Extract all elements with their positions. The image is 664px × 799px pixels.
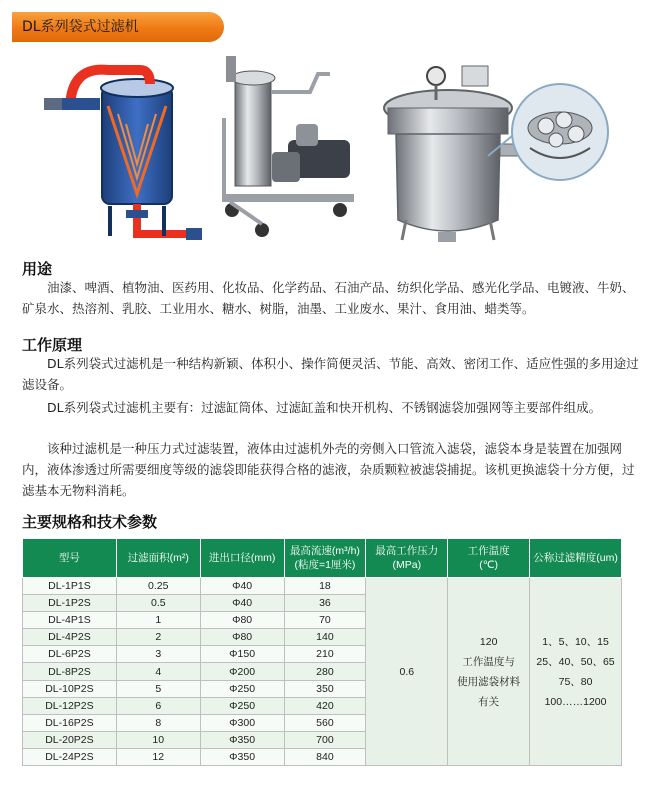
principle-paragraph-1: DL系列袋式过滤机是一种结构新颖、体积小、操作简便灵活、节能、高效、密闭工作、适应性强的多用途过滤设备。 — [22, 356, 639, 392]
filter-cutaway-diagram — [44, 70, 202, 240]
cell-temp-line: 使用滤袋材料 — [457, 675, 521, 688]
stainless-vessel — [384, 66, 520, 242]
header-flow — [284, 539, 366, 578]
spec-table — [22, 538, 622, 766]
cell-model: DL-8P2S — [23, 663, 117, 680]
cell-flow: 420 — [284, 697, 366, 714]
cell-flow: 140 — [284, 629, 366, 646]
cell-model: DL-1P1S — [23, 578, 117, 595]
cell-temp-line: 工作温度与 — [462, 655, 515, 668]
header-flow-line1: 最高流速(m³/h) — [289, 545, 360, 557]
header-temp-line1: 工作温度 — [467, 545, 510, 557]
header-temp — [448, 539, 530, 578]
cell-port: Φ300 — [200, 714, 284, 731]
principle-heading: 工作原理 — [22, 336, 83, 354]
header-precision: 公称过滤精度(um) — [530, 539, 622, 578]
cell-precision-line: 25、40、50、65 — [536, 655, 615, 668]
cell-area: 1 — [116, 612, 200, 629]
cell-model: DL-6P2S — [23, 646, 117, 663]
header-title-bar — [12, 12, 224, 42]
cell-model: DL-24P2S — [23, 748, 117, 765]
cell-flow: 840 — [284, 748, 366, 765]
cell-model: DL-12P2S — [23, 697, 117, 714]
cell-model: DL-1P2S — [23, 595, 117, 612]
cell-area: 2 — [116, 629, 200, 646]
cell-precision-line: 1、5、10、15 — [542, 635, 609, 648]
cell-model: DL-20P2S — [23, 731, 117, 748]
header-area: 过滤面积(m²) — [116, 539, 200, 578]
cell-port: Φ250 — [200, 680, 284, 697]
table-row — [23, 578, 622, 595]
cell-temp-line: 120 — [479, 635, 498, 648]
spec-heading: 主要规格和技术参数 — [22, 513, 158, 531]
header-model: 型号 — [23, 539, 117, 578]
cell-flow: 70 — [284, 612, 366, 629]
use-heading: 用途 — [22, 260, 53, 278]
cell-port: Φ40 — [200, 578, 284, 595]
cell-area: 5 — [116, 680, 200, 697]
cell-area: 3 — [116, 646, 200, 663]
cell-model: DL-4P2S — [23, 629, 117, 646]
header-pressure-line2: (MPa) — [392, 559, 422, 571]
cell-model: DL-10P2S — [23, 680, 117, 697]
cell-port: Φ350 — [200, 748, 284, 765]
cell-area: 0.5 — [116, 595, 200, 612]
cell-temp-line: 有关 — [478, 695, 500, 708]
cell-flow: 18 — [284, 578, 366, 595]
principle-paragraph-3: 该种过滤机是一种压力式过滤装置，液体由过滤机外壳的旁侧入口管流入滤袋，滤袋本身是装置在加强网内，液体渗透过所需要细度等级的滤袋即能获得合格的滤液，杂质颗粒被滤袋捕捉。该机更换滤袋十分方便，过滤基本无物料消耗。 — [22, 441, 635, 498]
cell-port: Φ200 — [200, 663, 284, 680]
cell-port: Φ80 — [200, 612, 284, 629]
cell-port: Φ350 — [200, 731, 284, 748]
cell-port: Φ80 — [200, 629, 284, 646]
cell-area: 12 — [116, 748, 200, 765]
use-text: 油漆、啤酒、植物油、医药用、化妆品、化学药品、石油产品、纺织化学品、感光化学品、电镀液、牛奶、矿泉水、热溶剂、乳胶、工业用水、糖水、树脂，油墨、工业废水、果汁、食用油、蜡类等。 — [22, 280, 635, 316]
cell-area: 8 — [116, 714, 200, 731]
header-port: 进出口径(mm) — [200, 539, 284, 578]
page-title: DL系列袋式过滤机 — [22, 19, 139, 35]
cell-area: 0.25 — [116, 578, 200, 595]
cell-area: 6 — [116, 697, 200, 714]
cell-port: Φ150 — [200, 646, 284, 663]
cell-port: Φ40 — [200, 595, 284, 612]
cell-flow: 350 — [284, 680, 366, 697]
header-temp-line2: (℃) — [479, 559, 499, 571]
header-pressure — [366, 539, 448, 578]
cell-flow: 36 — [284, 595, 366, 612]
cell-area: 10 — [116, 731, 200, 748]
principle-paragraph-2: DL系列袋式过滤机主要有：过滤缸筒体、过滤缸盖和快开机构、不锈钢滤袋加强网等主要部件组成。 — [47, 400, 602, 415]
cell-flow: 560 — [284, 714, 366, 731]
cell-pressure: 0.6 — [366, 578, 448, 766]
cart-filter-unit — [222, 56, 354, 237]
cell-port: Φ250 — [200, 697, 284, 714]
header-pressure-line1: 最高工作压力 — [375, 545, 439, 557]
cell-precision-line: 100……1200 — [544, 695, 607, 708]
cell-flow: 700 — [284, 731, 366, 748]
spec-table-header — [23, 539, 622, 578]
cell-model: DL-4P1S — [23, 612, 117, 629]
cell-flow: 280 — [284, 663, 366, 680]
cell-temp — [448, 578, 530, 766]
cell-model: DL-16P2S — [23, 714, 117, 731]
cell-area: 4 — [116, 663, 200, 680]
cell-precision-line: 75、80 — [558, 675, 593, 688]
cell-precision — [530, 578, 622, 766]
header-flow-line2: (粘度=1厘米) — [294, 559, 356, 571]
cell-flow: 210 — [284, 646, 366, 663]
product-photos — [0, 44, 664, 248]
